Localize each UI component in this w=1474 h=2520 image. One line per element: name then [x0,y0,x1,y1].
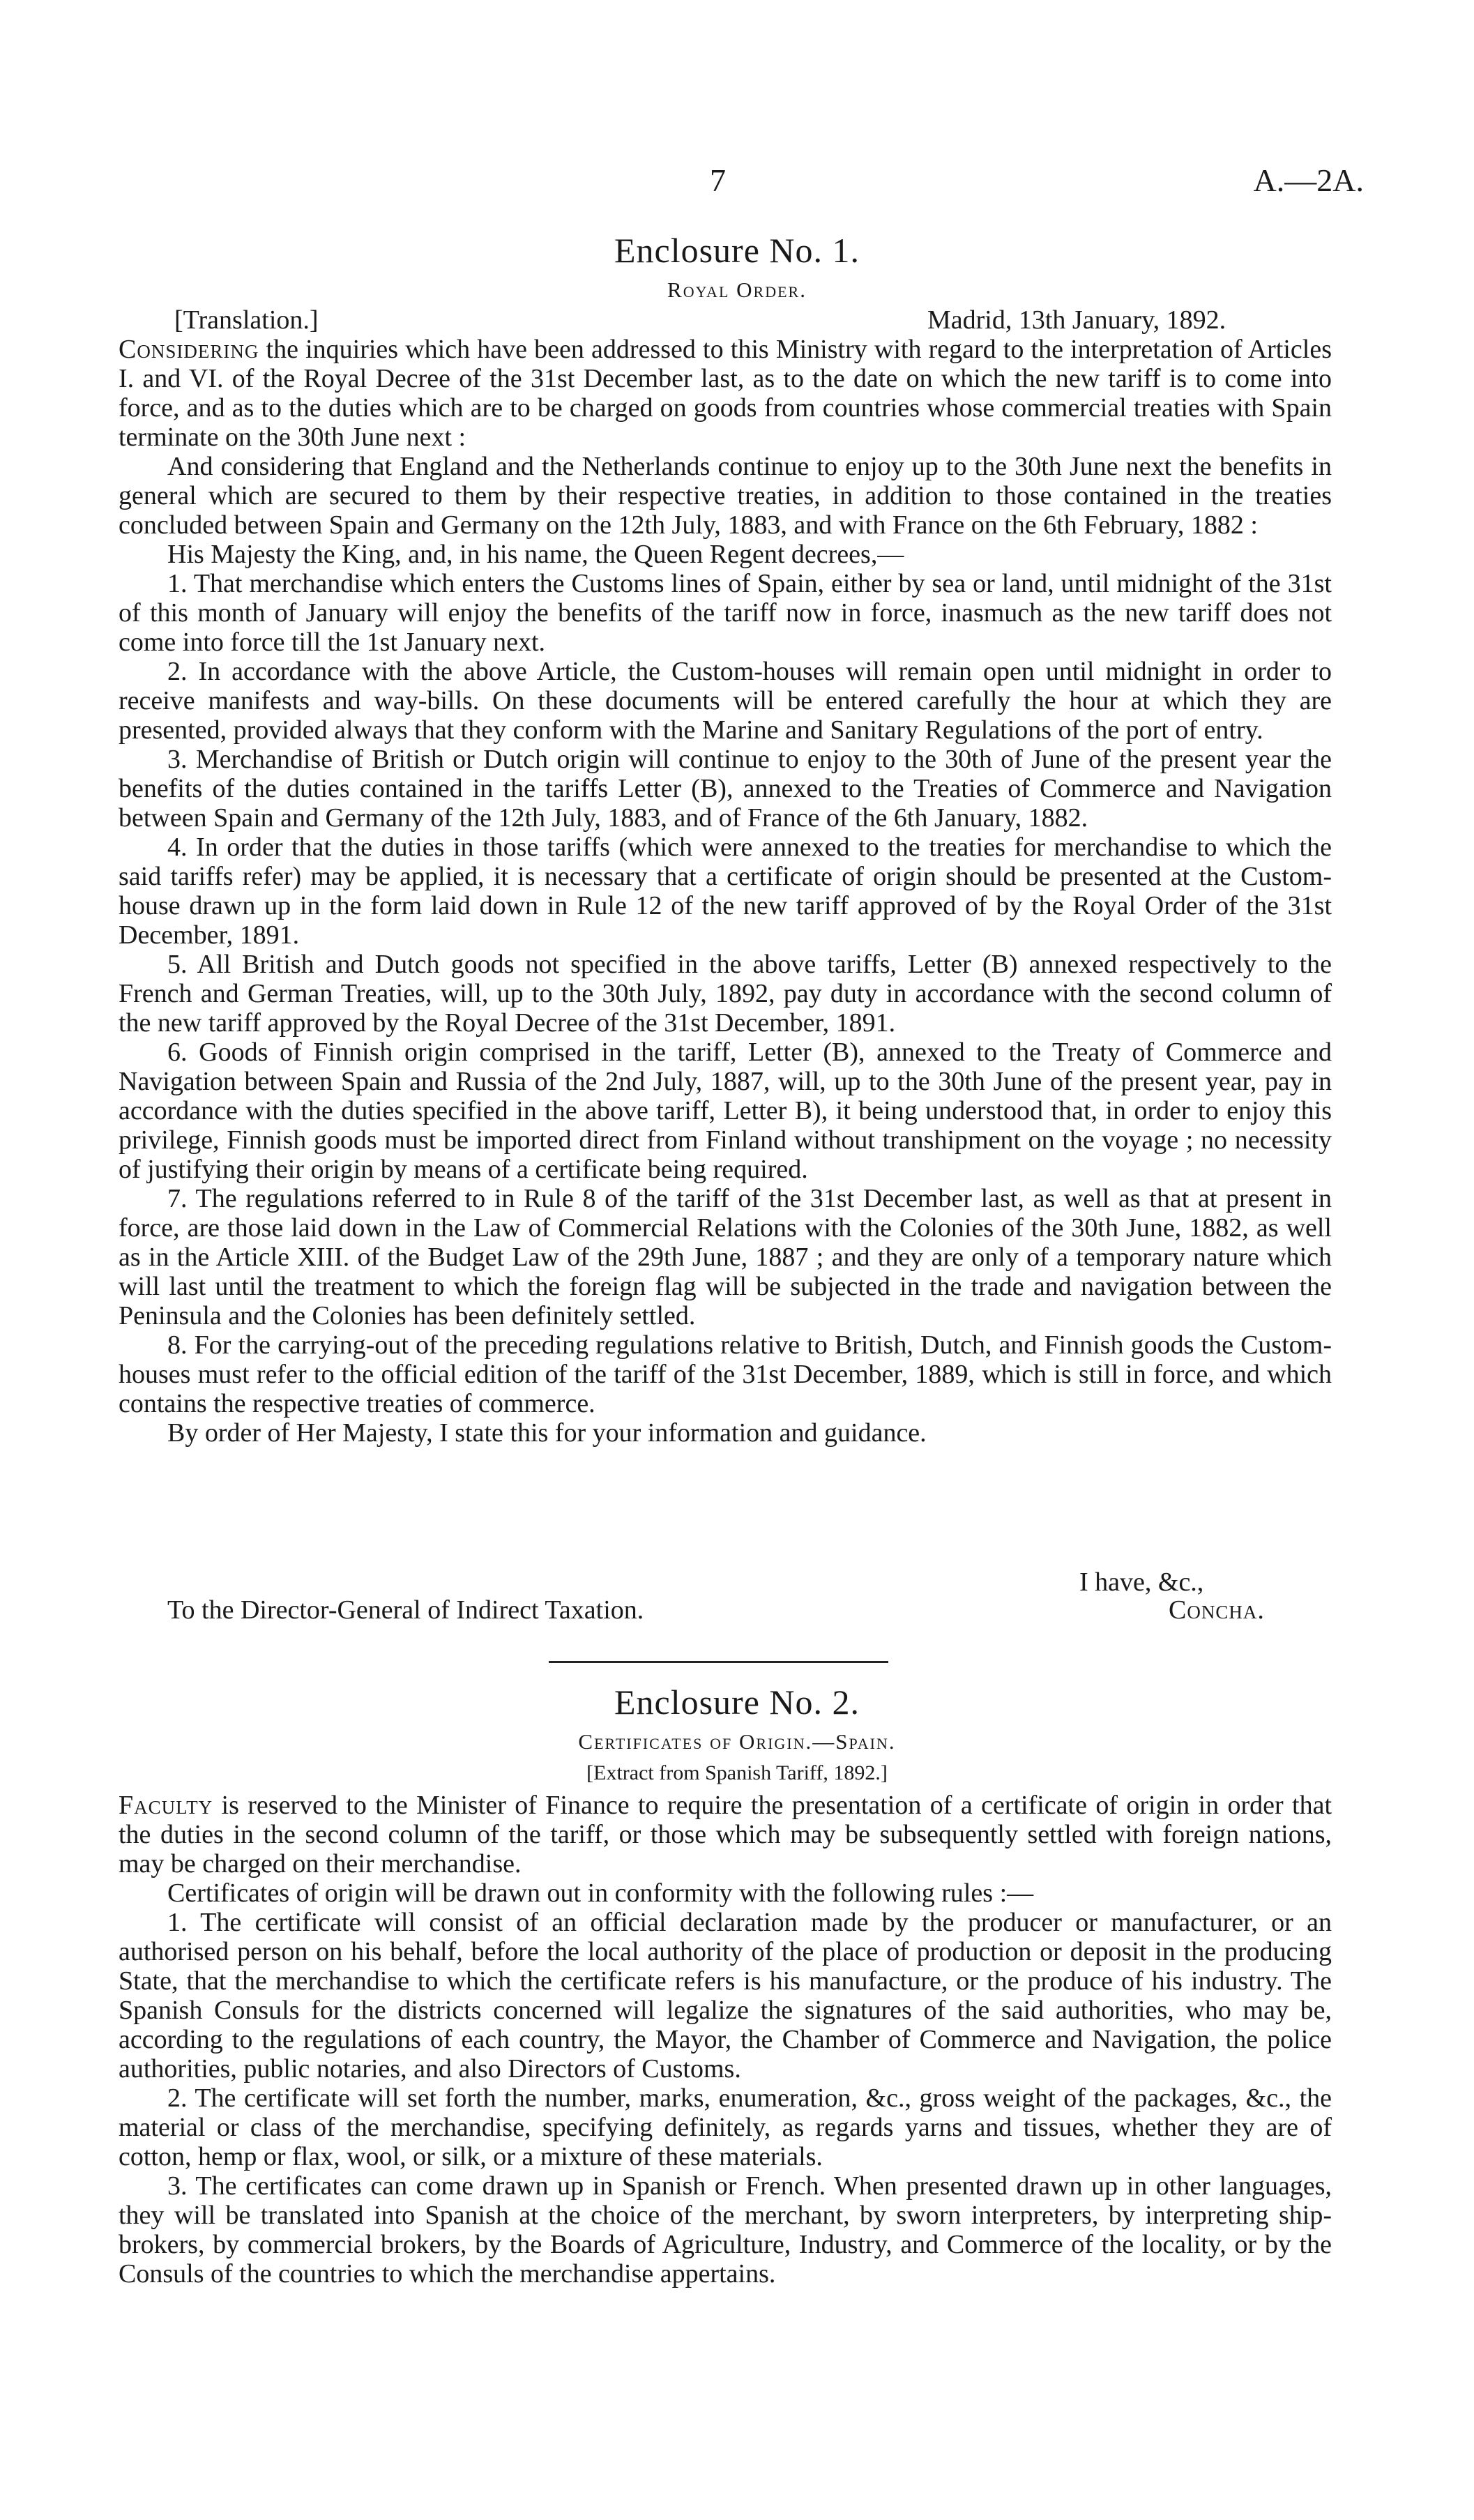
enclosure-2-subtitle: Certificates of Origin.—Spain. [578,1729,896,1754]
paragraph: 1. The certificate will consist of an official declaration made by the producer or manufacturer, or an authorised person on his behalf, before the local authority of the place of production or deposit in the producing State, that the merchandise to which the certificate refers is his manufacture, or the produce of his industry. The Spanish Consuls for the districts concerned will legalize the signatures of the said authorities, who may be, according to the regulations of each country, the Mayor, the Chamber of Commerce and Navigation, the police authorities, public notaries, and also Directors of Customs. [119,1908,1332,2083]
paragraph: 7. The regulations referred to in Rule 8 of the tariff of the 31st December last, as well as that at present in force, are those laid down in the Law of Commercial Relations with the Colonies of the 30th June, 1882, as well as in the Article XIII. of the Budget Law of the 29th June, 1887 ; and they are only of a temporary nature which will last until the treatment to which the foreign flag will be subjected in the trade and navigation between the Peninsula and the Colonies has been definitely settled. [119,1184,1332,1330]
addressee: To the Director-General of Indirect Taxation. [167,1595,644,1625]
paragraph: 5. All British and Dutch goods not specified in the above tariffs, Letter (B) annexed respectively to the French and German Treaties, will, up to the 30th July, 1892, pay duty in accordance with the second column of the new tariff approved by the Royal Decree of the 31st December, 1891. [119,950,1332,1038]
translation-note: [Translation.] [174,305,319,335]
paragraph: By order of Her Majesty, I state this for your information and guidance. [167,1418,927,1448]
enclosure-1-body [119,305,1332,1448]
paragraph: 8. For the carrying-out of the preceding regulations relative to British, Dutch, and Finnish goods the Custom-houses must refer to the official edition of the tariff of the 31st December, 1889, which is still in force, and which contains the respective treaties of commerce. [119,1330,1332,1418]
paragraph: 6. Goods of Finnish origin comprised in the tariff, Letter (B), annexed to the Treaty of Commerce and Navigation between Spain and Russia of the 2nd July, 1887, will, up to the 30th June of the present year, pay in accordance with the duties specified in the above tariff, Letter B), it being understood that, in order to enjoy this privilege, Finnish goods must be imported direct from Finland without transhipment on the voyage ; no necessity of justifying their origin by means of a certificate being required. [119,1038,1332,1184]
paragraph: His Majesty the King, and, in his name, the Queen Regent decrees,— [167,540,904,569]
paragraph: 2. In accordance with the above Article, the Custom-houses will remain open until midnight in order to receive manifests and way-bills. On these documents will be entered carefully the hour at which they are presented, provided always that they conform with the Marine and Sanitary Regulations of the port of entry. [119,657,1332,745]
lead-text: the inquiries which have been addressed to this Ministry with regard to the interpretation of Articles I. and VI. of the Royal Decree of the 31st December last, as to the date on which the new tariff is to come into force, and as to the duties which are to be charged on goods from countries whose commercial treaties with Spain terminate on the 30th June next : [119,335,1332,452]
paragraph: 3. The certificates can come drawn up in Spanish or French. When presented drawn up in other languages, they will be translated into Spanish at the choice of the merchant, by sworn interpreters, by interpreting ship-brokers, by commercial brokers, by the Boards of Agriculture, Industry, and Commerce of the locality, or by the Consuls of the countries to which the merchandise appertains. [119,2171,1332,2289]
section-divider [549,1661,888,1663]
enclosure-2-body [119,1791,1332,2289]
signature: Concha. [1169,1595,1265,1625]
enclosure-1-title: Enclosure No. 1. [614,231,860,270]
translation-line [119,305,1332,335]
paragraph: Certificates of origin will be drawn out in conformity with the following rules :— [167,1878,1034,1908]
closing: I have, &c., [1079,1568,1204,1597]
enclosure-2-title: Enclosure No. 2. [614,1683,860,1722]
paragraph: 4. In order that the duties in those tariffs (which were annexed to the treaties for merchandise to which the said tariffs refer) may be applied, it is necessary that a certificate of origin should be presented at the Custom-house drawn up in the form laid down in Rule 12 of the new tariff approved of by the Royal Order of the 31st December, 1891. [119,833,1332,950]
paragraph: 2. The certificate will set forth the number, marks, enumeration, &c., gross weight of the packages, &c., the material or class of the merchandise, specifying definitely, as regards yarns and tissues, whether they are of cotton, hemp or flax, wool, or silk, or a mixture of these materials. [119,2083,1332,2171]
paragraph: And considering that England and the Netherlands continue to enjoy up to the 30th June next the benefits in general which are secured to them by their respective treaties, in addition to those contained in the treaties concluded between Spain and Germany on the 12th July, 1883, and with France on the 6th February, 1882 : [119,452,1332,540]
page-reference: A.—2A. [1253,162,1364,198]
opening-paragraph [119,1791,1332,1878]
lead-word: Faculty [119,1791,213,1820]
paragraph: 1. That merchandise which enters the Customs lines of Spain, either by sea or land, until midnight of the 31st of this month of January will enjoy the benefits of the tariff now in force, inasmuch as the new tariff does not come into force till the 1st January next. [119,569,1332,657]
lead-text: is reserved to the Minister of Finance to require the presentation of a certificate of origin in order that the duties in the second column of the tariff, or those which may be subsequently settled with foreign nations, may be charged on their merchandise. [119,1791,1332,1878]
opening-paragraph [119,335,1332,452]
place-date: Madrid, 13th January, 1892. [927,305,1226,335]
lead-word: Considering [119,335,259,364]
page-number: 7 [710,162,726,198]
extract-note: [Extract from Spanish Tariff, 1892.] [586,1761,888,1784]
enclosure-1-subtitle: Royal Order. [667,278,807,302]
paragraph: 3. Merchandise of British or Dutch origin will continue to enjoy to the 30th of June of the present year the benefits of the duties contained in the tariffs Letter (B), annexed to the Treaties of Commerce and Navigation between Spain and Germany of the 12th July, 1883, and of France of the 6th January, 1882. [119,745,1332,833]
